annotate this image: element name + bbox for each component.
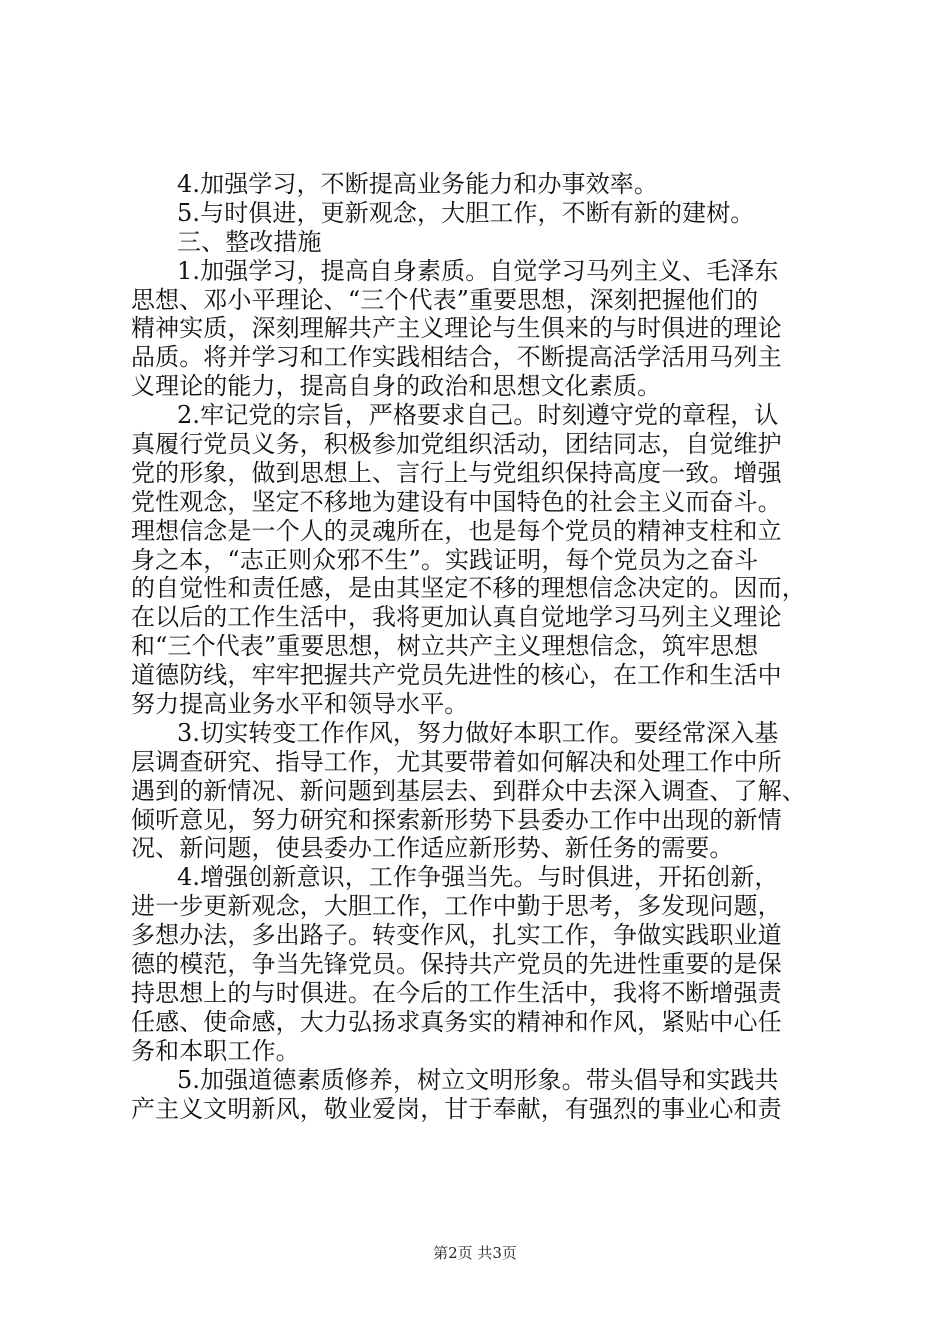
text-line: 和“三个代表”重要思想，树立共产主义理想信念，筑牢思想 [131,632,759,661]
text-line: 层调查研究、指导工作，尤其要带着如何解决和处理工作中所 [131,747,782,776]
text-line: 理想信念是一个人的灵魂所在，也是每个党员的精神支柱和立 [131,516,782,545]
text-line: 品质。将并学习和工作实践相结合，不断提高活学活用马列主 [131,343,782,372]
text-line: 5.与时俱进，更新观念，大胆工作，不断有新的建树。 [177,198,755,227]
text-line: 德的模范，争当先锋党员。保持共产党员的先进性重要的是保 [131,950,782,979]
text-line: 精神实质，深刻理解共产主义理论与生俱来的与时俱进的理论 [131,314,782,343]
text-line: 4.增强创新意识，工作争强当先。与时俱进，开拓创新， [177,863,779,892]
text-line: 义理论的能力，提高自身的政治和思想文化素质。 [131,372,662,401]
text-line: 努力提高业务水平和领导水平。 [131,690,469,719]
text-line: 身之本，“志正则众邪不生”。实践证明，每个党员为之奋斗 [131,545,759,574]
text-line: 党性观念，坚定不移地为建设有中国特色的社会主义而奋斗。 [131,487,782,516]
text-line: 思想、邓小平理论、“三个代表”重要思想，深刻把握他们的 [131,285,759,314]
text-line: 产主义文明新风，敬业爱岗，甘于奉献，有强烈的事业心和责 [131,1094,782,1123]
text-line: 道德防线，牢牢把握共产党员先进性的核心，在工作和生活中 [131,661,782,690]
text-line: 任感、使命感，大力弘扬求真务实的精神和作风，紧贴中心任 [131,1007,782,1036]
text-line: 4.加强学习，不断提高业务能力和办事效率。 [177,170,658,198]
text-line: 持思想上的与时俱进。在今后的工作生活中，我将不断增强责 [131,978,782,1007]
text-line: 多想办法，多出路子。转变作风，扎实工作，争做实践职业道 [131,921,782,950]
text-line: 在以后的工作生活中，我将更加认真自觉地学习马列主义理论 [131,603,782,632]
page-footer: 第2页 共3页 [433,1244,517,1262]
text-line: 三、整改措施 [177,227,322,256]
text-line: 倾听意见，努力研究和探索新形势下县委办工作中出现的新情 [131,805,782,834]
text-line: 的自觉性和责任感，是由其坚定不移的理想信念决定的。因而， [131,574,806,603]
text-line: 真履行党员义务，积极参加党组织活动，团结同志，自觉维护 [131,430,782,459]
text-line: 2.牢记党的宗旨，严格要求自己。时刻遵守党的章程，认 [177,401,779,430]
text-line: 务和本职工作。 [131,1036,300,1065]
text-line: 5.加强道德素质修养，树立文明形象。带头倡导和实践共 [177,1065,779,1094]
text-line: 党的形象，做到思想上、言行上与党组织保持高度一致。增强 [131,458,782,487]
text-line: 1.加强学习，提高自身素质。自觉学习马列主义、毛泽东 [177,256,779,285]
text-line: 3.切实转变工作作风，努力做好本职工作。要经常深入基 [177,718,779,747]
document-body [131,170,831,1123]
text-line: 遇到的新情况、新问题到基层去、到群众中去深入调查、了解、 [131,776,806,805]
text-line: 进一步更新观念，大胆工作，工作中勤于思考，多发现问题， [131,892,782,921]
text-line: 况、新问题，使县委办工作适应新形势、新任务的需要。 [131,834,734,863]
